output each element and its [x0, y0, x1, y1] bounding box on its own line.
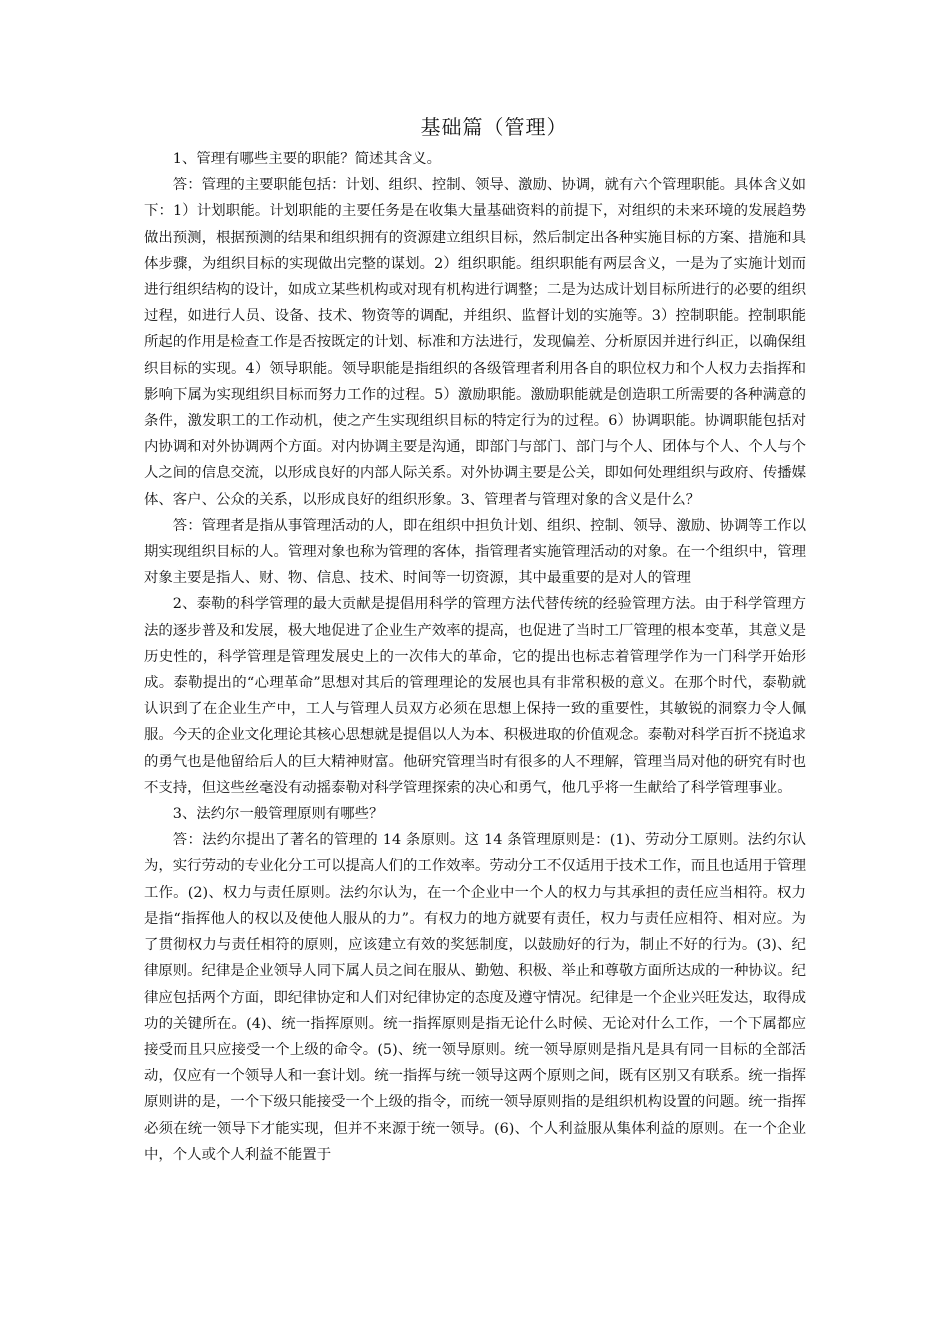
document-title: 基础篇（管理） — [420, 115, 568, 139]
paragraph: 答：法约尔提出了著名的管理的 14 条原则。这 14 条管理原则是：(1)、劳动分工原则。法约尔认为，实行劳动的专业化分工可以提高人们的工作效率。劳动分工不仅适用于技术工作，而且也适用于管理工作。(2)、权力与责任原则。法约尔认为，在一个企业中一个人的权力与其承担的责任应当相符。权力是指“指挥他人的权以及使他人服从的力”。有权力的地方就要有责任，权力与责任应相符、相对应。为了贯彻权力与责任相符的原则，应该建立有效的奖惩制度，以鼓励好的行为，制止不好的行为。(3)、纪律原则。纪律是企业领导人同下属人员之间在服从、勤勉、积极、举止和尊敬方面所达成的一种协议。纪律应包括两个方面，即纪律协定和人们对纪律协定的态度及遵守情况。纪律是一个企业兴旺发达，取得成功的关键所在。(4)、统一指挥原则。统一指挥原则是指无论什么时候、无论对什么工作，一个下属都应接受而且只应接受一个上级的命令。(5)、统一领导原则。统一领导原则是指凡是具有同一目标的全部活动，仅应有一个领导人和一套计划。统一指挥与统一领导这两个原则之间，既有区别又有联系。统一指挥原则讲的是，一个下级只能接受一个上级的指令，而统一领导原则指的是组织机构设置的问题。统一指挥必须在统一领导下才能实现，但并不来源于统一领导。(6)、个人利益服从集体利益的原则。在一个企业中，个人或个人利益不能置于 — [144, 832, 806, 1163]
document-body — [144, 146, 806, 1168]
paragraph: 3、法约尔一般管理原则有哪些？ — [172, 806, 384, 823]
paragraph: 答：管理的主要职能包括：计划、组织、控制、领导、激励、协调，就有六个管理职能。具体含义如下：1）计划职能。计划职能的主要任务是在收集大量基础资料的前提下，对组织的未来环境的发展趋势做出预测，根据预测的结果和组织拥有的资源建立组织目标，然后制定出各种实施目标的方案、措施和具体步骤，为组织目标的实现做出完整的谋划。2）组织职能。组织职能有两层含义，一是为了实施计划而进行组织结构的设计，如成立某些机构或对现有机构进行调整；二是为达成计划目标所进行的必要的组织过程，如进行人员、设备、技术、物资等的调配，并组织、监督计划的实施等。3）控制职能。控制职能所起的作用是检查工作是否按既定的计划、标准和方法进行，发现偏差、分析原因并进行纠正，以确保组织目标的实现。4）领导职能。领导职能是指组织的各级管理者利用各自的职位权力和个人权力去指挥和影响下属为实现组织目标而努力工作的过程。5）激励职能。激励职能就是创造职工所需要的各种满意的条件，激发职工的工作动机，使之产生实现组织目标的特定行为的过程。6）协调职能。协调职能包括对内协调和对外协调两个方面。对内协调主要是沟通，即部门与部门、部门与个人、团体与个人、个人与个人之间的信息交流，以形成良好的内部人际关系。对外协调主要是公关，即如何处理组织与政府、传播媒体、客户、公众的关系，以形成良好的组织形象。3、管理者与管理对象的含义是什么？ — [144, 177, 806, 508]
paragraph: 2、泰勒的科学管理的最大贡献是提倡用科学的管理方法代替传统的经验管理方法。由于科学管理方法的逐步普及和发展，极大地促进了企业生产效率的提高，也促进了当时工厂管理的根本变革，其意义是历史性的，科学管理是管理发展史上的一次伟大的革命，它的提出也标志着管理学作为一门科学开始形成。泰勒提出的“心理革命”思想对其后的管理理论的发展也具有非常积极的意义。在那个时代，泰勒就认识到了在企业生产中，工人与管理人员双方必须在思想上保持一致的重要性，其敏锐的洞察力令人佩服。今天的企业文化理论其核心思想就是提倡以人为本、积极进取的价值观念。泰勒对科学百折不挠追求的勇气也是他留给后人的巨大精神财富。他研究管理当时有很多的人不理解，管理当局对他的研究有时也不支持，但这些丝毫没有动摇泰勒对科学管理探索的决心和勇气，他几乎将一生献给了科学管理事业。 — [144, 596, 806, 796]
paragraph: 答：管理者是指从事管理活动的人，即在组织中担负计划、组织、控制、领导、激励、协调等工作以期实现组织目标的人。管理对象也称为管理的客体，指管理者实施管理活动的对象。在一个组织中，管理对象主要是指人、财、物、信息、技术、时间等一切资源，其中最重要的是对人的管理 — [144, 517, 806, 587]
paragraph: 1、管理有哪些主要的职能？简述其含义。 — [172, 151, 441, 167]
